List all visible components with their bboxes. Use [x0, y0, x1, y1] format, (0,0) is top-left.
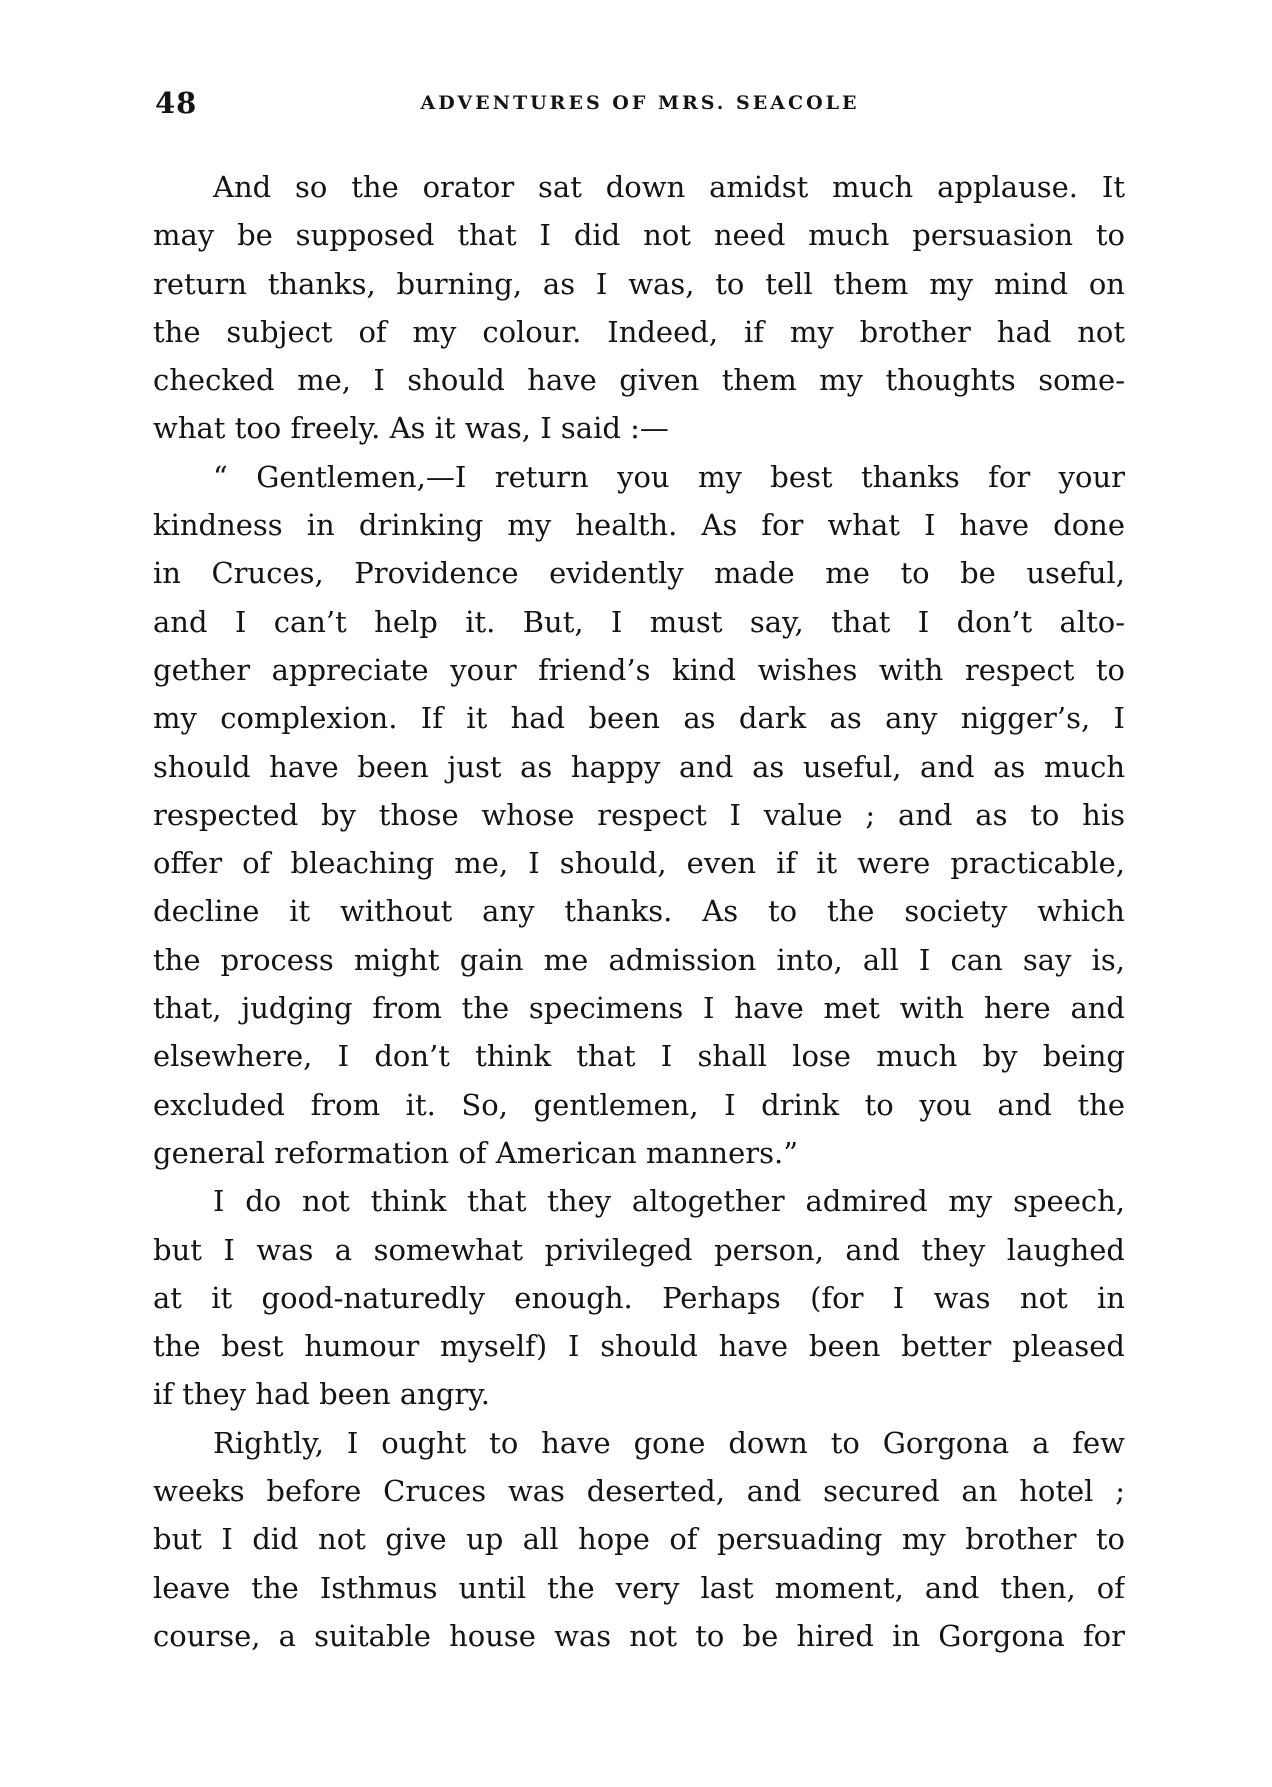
text-line: if they had been angry. — [153, 1377, 490, 1412]
text-line: my complexion. If it had been as dark as any nigger’s, I — [153, 701, 1125, 736]
body-text — [153, 163, 1125, 1660]
text-line: what too freely. As it was, I said :— — [153, 411, 669, 446]
text-line: but I was a somewhat privileged person, and they laughed — [153, 1232, 1125, 1267]
text-line: weeks before Cruces was deserted, and secured an hotel ; — [153, 1474, 1125, 1509]
text-line: should have been just as happy and as useful, and as much — [153, 749, 1125, 784]
text-line: decline it without any thanks. As to the society which — [153, 894, 1125, 929]
text-line: and I can’t help it. But, I must say, that I don’t alto- — [153, 604, 1125, 639]
text-line: respected by those whose respect I value ; and as to his — [153, 797, 1125, 832]
text-line: general reformation of American manners.” — [153, 1135, 799, 1170]
text-line: return thanks, burning, as I was, to tell them my mind on — [153, 266, 1125, 301]
text-line: “ Gentlemen,—I return you my best thanks for your — [213, 459, 1125, 494]
text-line: kindness in drinking my health. As for what I have done — [153, 508, 1125, 543]
text-line: excluded from it. So, gentlemen, I drink to you and the — [153, 1087, 1125, 1122]
text-line: may be supposed that I did not need much persuasion to — [153, 218, 1125, 253]
text-line: gether appreciate your friend’s kind wishes with respect to — [153, 652, 1125, 687]
text-line: the subject of my colour. Indeed, if my brother had not — [153, 314, 1125, 349]
text-line: the process might gain me admission into, all I can say is, — [153, 942, 1125, 977]
text-line: but I did not give up all hope of persuading my brother to — [153, 1522, 1125, 1557]
text-line: leave the Isthmus until the very last moment, and then, of — [153, 1570, 1125, 1605]
text-line: that, judging from the specimens I have met with here and — [153, 991, 1125, 1026]
text-line: Rightly, I ought to have gone down to Gorgona a few — [213, 1425, 1125, 1460]
text-line: offer of bleaching me, I should, even if it were practicable, — [153, 846, 1125, 881]
running-head — [155, 86, 1125, 126]
text-line: the best humour myself) I should have been better pleased — [153, 1329, 1125, 1364]
text-line: at it good-naturedly enough. Perhaps (for I was not in — [153, 1280, 1125, 1315]
text-line: And so the orator sat down amidst much applause. It — [213, 170, 1125, 204]
text-line: course, a suitable house was not to be hired in Gorgona for — [153, 1618, 1125, 1653]
text-line: I do not think that they altogether admired my speech, — [213, 1184, 1125, 1219]
text-line: checked me, I should have given them my thoughts some- — [153, 363, 1125, 398]
page-number: 48 — [155, 86, 198, 120]
text-line: elsewhere, I don’t think that I shall lose much by being — [153, 1039, 1125, 1074]
running-title: ADVENTURES OF MRS. SEACOLE — [420, 92, 860, 114]
text-line: in Cruces, Providence evidently made me to be useful, — [153, 556, 1125, 591]
